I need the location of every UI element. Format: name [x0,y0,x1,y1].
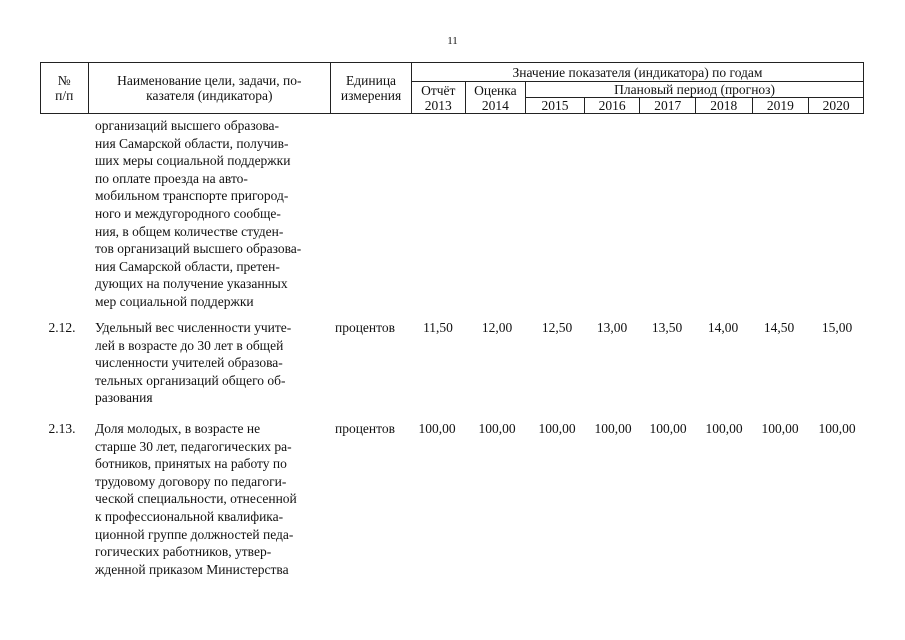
col-header-year: 2015 [526,98,585,114]
col-header-year: 2019 [752,98,809,114]
value-2017: 100,00 [649,421,687,436]
col-header-year: 2016 [584,98,640,114]
continued-indicator-text: организаций высшего образова- ния Самарской области, получив- ших меры социальной поддержки по оплате проезда на авто- мобильном транспорте пригород- ного и междугородного сообще- ния, в общем количестве студен- тов организаций высшего образова- ния Самарской области, претен- дующих на получение указанных мер социальной поддержки [95,118,302,309]
col-header-planning: Плановый период (прогноз) [526,82,864,98]
row-number: 2.12. [48,320,76,335]
value-2018: 100,00 [705,421,743,436]
page-number: 11 [447,35,458,47]
value-2016: 13,00 [596,320,628,335]
value-2013: 100,00 [418,421,456,436]
value-2014: 100,00 [478,421,516,436]
col-header-year: 2020 [809,98,864,114]
value-2019: 14,50 [763,320,795,335]
value-2017: 13,50 [651,320,683,335]
indicator-name: Удельный вес численности учите- лей в возрасте до 30 лет в общей численности учителей образова- тельных организаций общего об- разования [95,320,292,406]
row-number: 2.13. [48,421,76,436]
value-2019: 100,00 [761,421,799,436]
col-header-year: 2017 [640,98,696,114]
table-header [40,62,864,114]
value-2016: 100,00 [594,421,632,436]
value-2015: 100,00 [538,421,576,436]
value-2020: 15,00 [821,320,853,335]
value-2015: 12,50 [541,320,573,335]
col-header-unit: Единица измерения [331,63,412,114]
unit-cell: процентов [334,320,395,335]
col-header-year: 2018 [696,98,753,114]
value-2018: 14,00 [707,320,739,335]
indicator-name: Доля молодых, в возрасте не старше 30 лет, педагогических ра- ботников, принятых на работу по трудовому договору по педагоги- ческой специальности, отнесенной к профессиональной квалифика- ционной группе должностей педа- гогических работников, утвер- жденной приказом Министерства [95,421,297,577]
col-header-estimate: Оценка 2014 [465,82,526,114]
unit-cell: процентов [334,421,395,436]
col-header-no: № п/п [41,63,89,114]
value-2013: 11,50 [423,320,453,335]
value-2020: 100,00 [818,421,856,436]
value-2014: 12,00 [481,320,513,335]
col-header-name: Наименование цели, задачи, по- казателя (индикатора) [88,63,331,114]
col-header-values-title: Значение показателя (индикатора) по годам [411,63,863,82]
col-header-report: Отчёт 2013 [411,82,465,114]
